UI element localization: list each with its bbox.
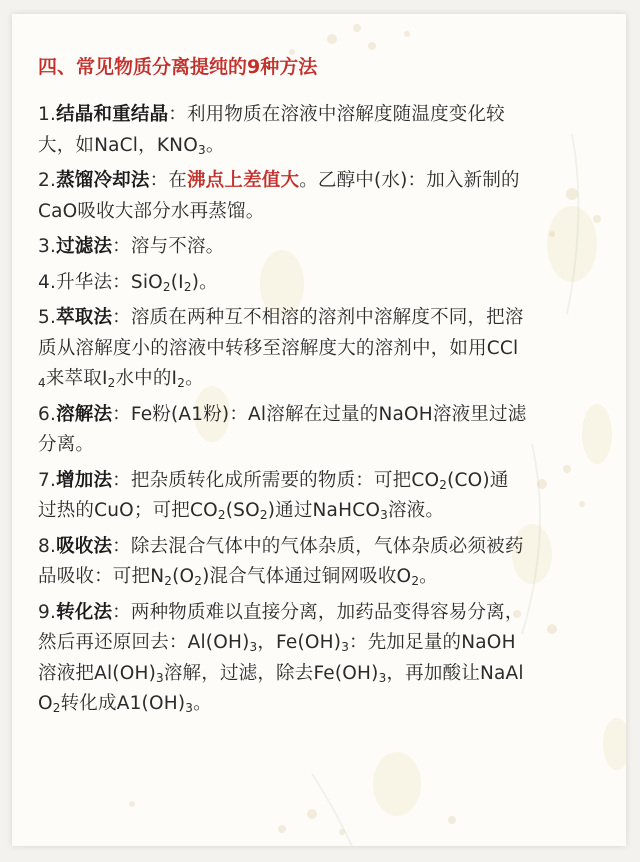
method-name: 吸收法 xyxy=(56,535,113,557)
item-number: 7. xyxy=(38,469,57,491)
method-name: 升华法 xyxy=(56,271,113,293)
method-item-7: 7.增加法：把杂质转化成所需要的物质：可把$CO_2(CO)$通 过热的CuO；可把$CO_2(SO_2)$通过NaHCO$_3$溶液。 xyxy=(38,469,509,522)
method-name: 过滤法 xyxy=(56,236,113,257)
section-title: 四、常见物质分离提纯的9种方法 xyxy=(38,56,318,78)
highlight-text: 沸点上差值大 xyxy=(186,170,300,191)
method-item-9: 9.转化法：两种物质难以直接分离，加药品变得容易分离， 然后再还原回去：$Al(OH)_3$，$Fe(OH)_3$：先加足量的NaOH 溶液把$Al(OH)_3$溶解，过滤，除去$Fe(OH)_3$，再加酸让NaAl $O_2$转化成$A1(OH)_3$。 xyxy=(38,601,524,715)
method-item-8: 8.吸收法：除去混合气体中的气体杂质，气体杂质必须被药 品吸收：可把$N_2(O_2)$混合气体通过铜网吸收$O_2$。 xyxy=(38,535,524,588)
method-item-3: 3.过滤法：溶与不溶。 xyxy=(38,236,225,257)
item-number: 8. xyxy=(38,535,57,557)
method-name: 萃取法 xyxy=(56,307,113,328)
method-name: 结晶和重结晶 xyxy=(56,104,169,125)
article-card xyxy=(12,14,626,846)
item-number: 9. xyxy=(38,601,57,623)
content xyxy=(38,54,608,725)
method-item-4: 4.升华法：$SiO_2(I_2)$。 xyxy=(38,271,218,294)
method-item-2: 2.蒸馏冷却法：在沸点上差值大。乙醇中(水)：加入新制的 CaO吸收大部分水再蒸馏。 xyxy=(38,170,520,222)
method-item-6: 6.溶解法：Fe粉(A1粉)：Al溶解在过量的NaOH溶液里过滤 分离。 xyxy=(38,403,527,455)
method-name: 转化法 xyxy=(56,601,113,623)
item-number: 5. xyxy=(38,307,57,328)
method-item-5: 5.萃取法：溶质在两种互不相溶的溶剂中溶解度不同，把溶 质从溶解度小的溶液中转移至溶解度大的溶剂中，如用CCl $_4$来萃取$I_2$水中的$I_2$。 xyxy=(38,307,524,390)
item-number: 6. xyxy=(38,403,57,425)
method-name: 溶解法 xyxy=(56,403,113,425)
item-number: 3. xyxy=(38,236,57,257)
item-number: 2. xyxy=(38,170,57,191)
method-name: 增加法 xyxy=(56,469,113,491)
method-name: 蒸馏冷却法 xyxy=(56,170,150,191)
method-item-1: 1.结晶和重结晶：利用物质在溶液中溶解度随温度变化较 大，如NaCl，$KNO_3$。 xyxy=(38,104,505,157)
item-number: 1. xyxy=(38,104,57,125)
item-number: 4. xyxy=(38,271,57,293)
